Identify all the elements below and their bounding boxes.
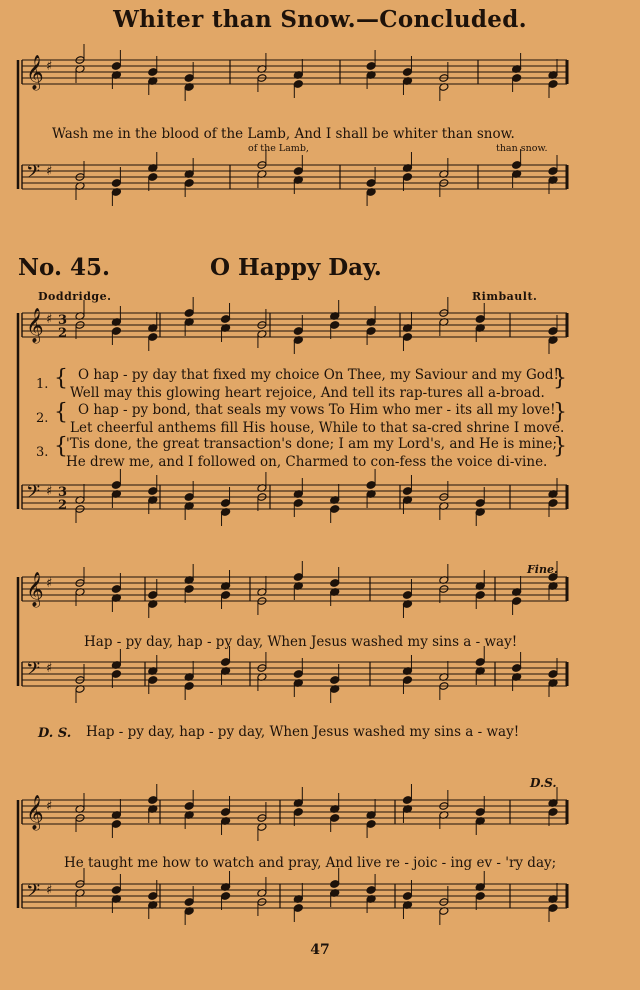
verse-brace: { xyxy=(54,400,68,425)
svg-text:♯: ♯ xyxy=(46,883,53,898)
ds-lyric: Hap - py day, hap - py day, When Jesus washed my sins a - way! xyxy=(86,724,520,740)
hymn-number: No. 45. xyxy=(18,254,110,281)
svg-text:𝄢: 𝄢 xyxy=(26,659,41,684)
svg-text:𝄢: 𝄢 xyxy=(26,881,41,906)
svg-text:♯: ♯ xyxy=(46,164,53,179)
svg-text:2: 2 xyxy=(58,498,68,513)
continued-hymn-echo-2: than snow. xyxy=(496,143,548,154)
svg-text:3: 3 xyxy=(58,313,68,328)
verse-3-line-2: He drew me, and I followed on, Charmed to con-fess the voice di-vine. xyxy=(66,454,548,470)
continued-hymn-echo-1: of the Lamb, xyxy=(248,143,309,154)
svg-text:♯: ♯ xyxy=(46,59,53,74)
hymn-title: O Happy Day. xyxy=(210,254,382,281)
verse-number: 3. xyxy=(36,445,49,460)
verse-1-line-1: O hap - py day that fixed my choice On Thee, my Saviour and my God! xyxy=(78,367,559,383)
ds-end-marking: D.S. xyxy=(530,776,557,790)
ds-marking: D. S. xyxy=(38,726,72,741)
bottom-lyric: He taught me how to watch and pray, And live re - joic - ing ev - 'ry day; xyxy=(64,855,557,871)
verse-3-line-1: 'Tis done, the great transaction's done; I am my Lord's, and He is mine; xyxy=(66,436,557,452)
fine-marking: Fine. xyxy=(527,563,558,576)
verse-brace: } xyxy=(553,434,567,459)
verse-brace: } xyxy=(553,400,567,425)
svg-text:♯: ♯ xyxy=(46,799,53,814)
svg-text:♯: ♯ xyxy=(46,576,53,591)
svg-text:𝄞: 𝄞 xyxy=(26,55,44,90)
verse-brace: { xyxy=(54,434,68,459)
verse-brace: { xyxy=(54,366,68,391)
svg-text:2: 2 xyxy=(58,326,68,341)
svg-text:𝄢: 𝄢 xyxy=(26,482,41,507)
refrain-lyric: Hap - py day, hap - py day, When Jesus washed my sins a - way! xyxy=(84,634,518,650)
continued-hymn-title: Whiter than Snow.—Concluded. xyxy=(113,6,527,33)
svg-text:𝄞: 𝄞 xyxy=(26,572,44,607)
verse-number: 1. xyxy=(36,377,49,392)
verse-2-line-2: Let cheerful anthems fill His house, While to that sa-cred shrine I move. xyxy=(70,420,565,436)
verse-number: 2. xyxy=(36,411,49,426)
svg-text:𝄢: 𝄢 xyxy=(26,162,41,187)
hymn-composer: Rimbault. xyxy=(472,290,538,303)
svg-text:♯: ♯ xyxy=(46,484,53,499)
hymn-author: Doddridge. xyxy=(38,290,112,303)
verse-brace: } xyxy=(553,366,567,391)
verse-2-line-1: O hap - py bond, that seals my vows To Him who mer - its all my love! xyxy=(78,402,556,418)
svg-text:𝄞: 𝄞 xyxy=(26,795,44,830)
svg-text:♯: ♯ xyxy=(46,661,53,676)
continued-hymn-lyric: Wash me in the blood of the Lamb, And I shall be whiter than snow. xyxy=(52,126,515,142)
verse-1-line-2: Well may this glowing heart rejoice, And tell its rap-tures all a-broad. xyxy=(70,385,545,401)
page-number: 47 xyxy=(310,942,330,958)
svg-text:𝄞: 𝄞 xyxy=(26,308,44,343)
svg-text:3: 3 xyxy=(58,485,68,500)
svg-text:♯: ♯ xyxy=(46,312,53,327)
